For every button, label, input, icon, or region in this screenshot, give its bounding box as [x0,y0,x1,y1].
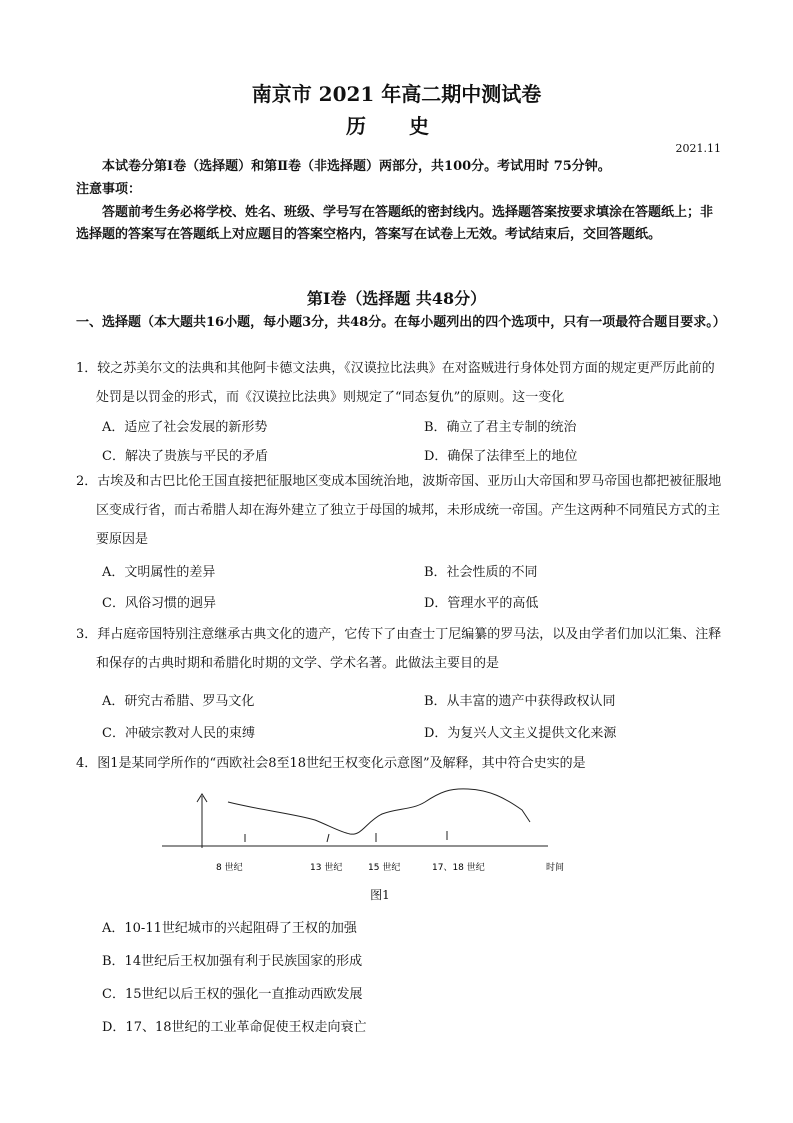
option-d: D．确保了法律至上的地位 [424,449,578,464]
option-b: B．社会性质的不同 [424,565,538,580]
tick-mark [327,834,329,842]
option-d: D．为复兴人文主义提供文化来源 [424,726,617,741]
kingship-trend-figure [150,784,580,884]
question-stem: 2．古埃及和古巴比伦王国直接把征服地区变成本国统治地，波斯帝国、亚历山大帝国和罗马帝国也都把被征服地区变成行省，而古希腊人却在海外建立了独立于母国的城邦，未形成统一帝国。产生这两种不同殖民方式的主要原因是 [76,474,722,547]
option-c: C．风俗习惯的迥异 [102,596,216,611]
question-stem: 1．较之苏美尔文的法典和其他阿卡德文法典，《汉谟拉比法典》在对盗贼进行身体处罚方面的规定更严厉此前的处罚是以罚金的形式，而《汉谟拉比法典》则规定了“同态复仇”的原则。这一变化 [76,361,715,405]
option-c: C．冲破宗教对人民的束缚 [102,726,255,741]
notice-text: 答题前考生务必将学校、姓名、班级、学号写在答题纸的密封线内。选择题答案按要求填涂在答题纸上；非选择题的答案写在答题纸上对应题目的答案空格内，答案写在试卷上无效。考试结束后，交回答题纸。 [76,205,714,242]
tick-label: 8 世纪 [216,863,243,873]
trend-curve [228,789,530,834]
figure-caption: 图1 [370,888,390,902]
tick-label: 13 世纪 [310,863,343,873]
option-a: A．文明属性的差异 [102,565,216,580]
question-stem: 3．拜占庭帝国特别注意继承古典文化的遗产，它传下了由查士丁尼编纂的罗马法，以及由学者们加以汇集、注释和保存的古典时期和希腊化时期的文学、学术名著。此做法主要目的是 [76,627,722,671]
option-d: D．管理水平的高低 [424,596,539,611]
option-b: B．从丰富的遗产中获得政权认同 [424,694,616,709]
option-b: B．确立了君主专制的统治 [424,420,577,435]
option-a: A．适应了社会发展的新形势 [102,420,268,435]
exam-title: 南京市 2021 年高二期中测试卷 [251,82,542,106]
section-description: 一、选择题（本大题共16小题，每小题3分，共48分。在每小题列出的四个选项中，只有一项最符合题目要求。） [76,315,726,330]
question-2 [76,467,726,554]
notice-heading: 注意事项： [76,182,142,197]
section-heading: 第Ⅰ卷（选择题 共48分） [306,289,487,308]
option-d: D．17、18世纪的工业革命促使王权走向衰亡 [102,1020,367,1035]
exam-date: 2021.11 [675,142,721,155]
option-c: C．解决了贵族与平民的矛盾 [102,449,268,464]
subject-title: 历 史 [346,114,447,138]
option-c: C．15世纪以后王权的强化一直推动西欧发展 [102,987,363,1002]
question-stem: 4．图1是某同学所作的“西欧社会8至18世纪王权变化示意图”及解释，其中符合史实的是 [76,756,586,771]
question-4 [76,749,726,778]
question-3 [76,620,726,678]
tick-label: 15 世纪 [368,863,401,873]
option-b: B．14世纪后王权加强有利于民族国家的形成 [102,954,363,969]
tick-label: 17、18 世纪 [432,863,485,873]
question-1 [76,354,726,412]
option-a: A．10-11世纪城市的兴起阻碍了王权的加强 [102,921,357,936]
option-a: A．研究古希腊、罗马文化 [102,694,255,709]
intro-text: 本试卷分第Ⅰ卷（选择题）和第Ⅱ卷（非选择题）两部分，共100分。考试用时 75分钟。 [102,159,611,174]
axis-label: 时间 [546,863,565,873]
